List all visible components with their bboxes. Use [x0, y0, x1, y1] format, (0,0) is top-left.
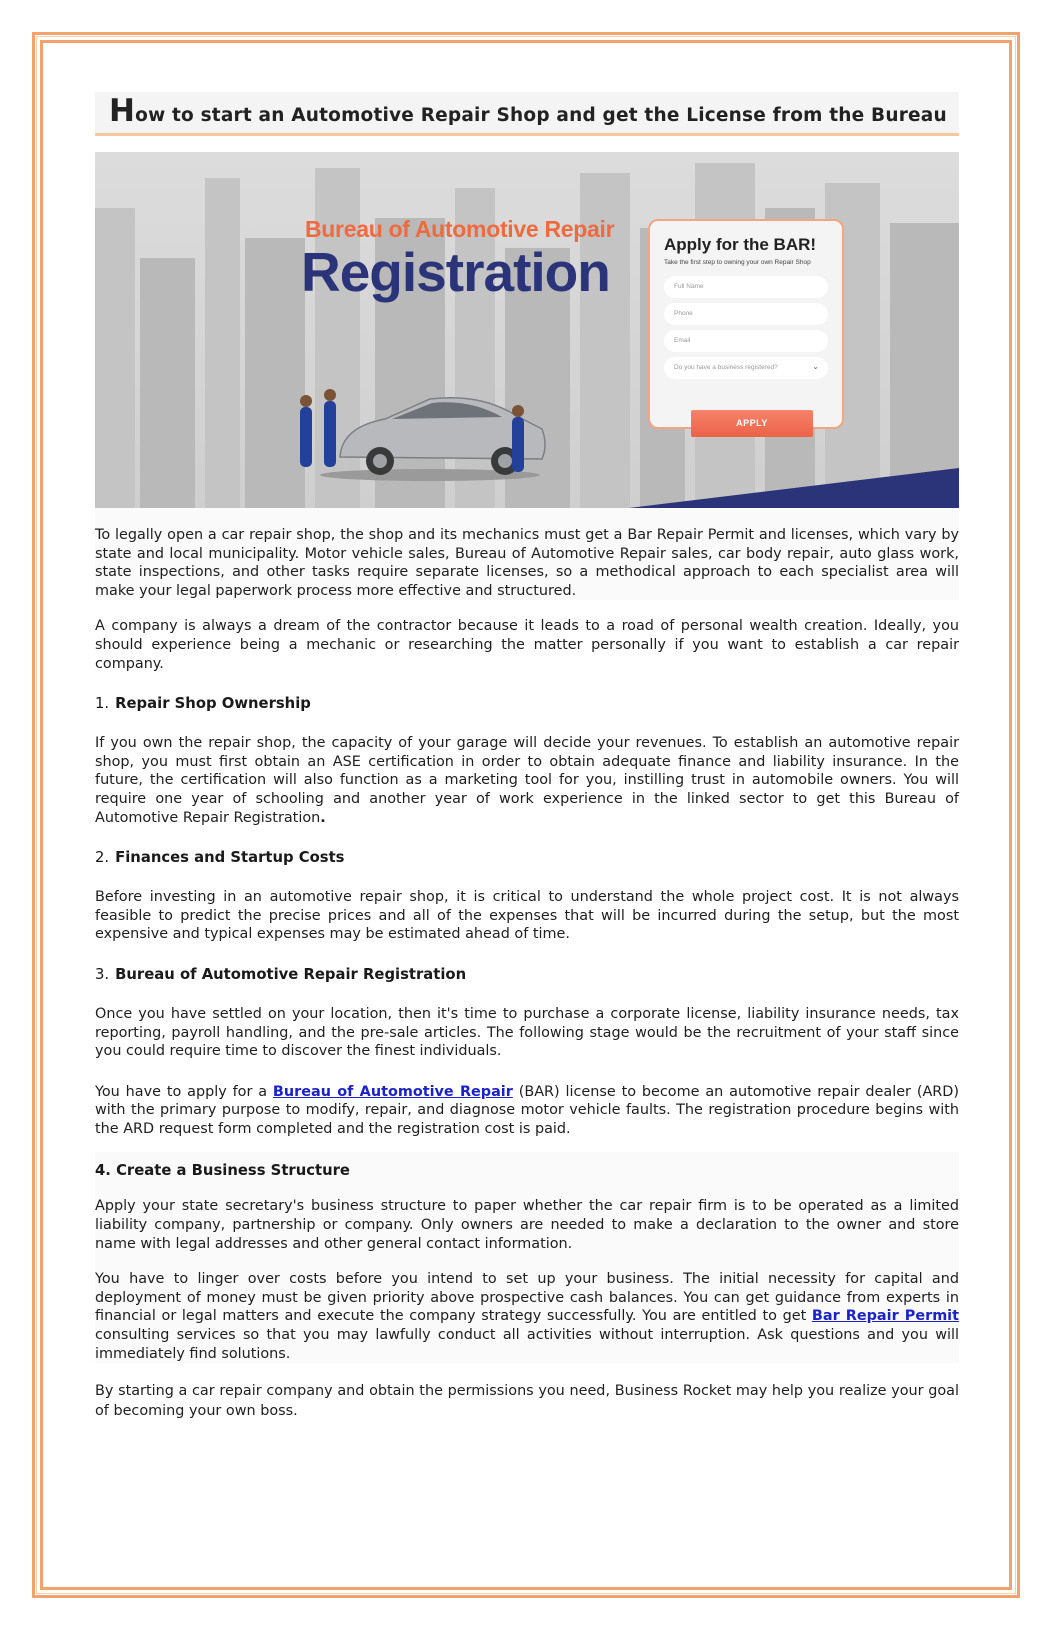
heading-finances-startup-costs: 2. Finances and Startup Costs: [95, 849, 345, 867]
section-4-paragraph-2: You have to linger over costs before you intend to set up your business. The initial necessity for capital and deployment of money must be given priority above prospective cash balances. You can get guidance from experts in financial or legal matters and execute the company strategy successfully. You are entitled to get Bar Repair Permit consulting services so that you may lawfully conduct all activities without interruption. Ask questions and you will immediately find solutions.: [95, 1271, 959, 1362]
select-placeholder: Do you have a business registered?: [674, 364, 778, 372]
bar-application-form: [648, 219, 844, 429]
section-3-paragraph-2: You have to apply for a Bureau of Automotive Repair (BAR) license to become an automotive repair dealer (ARD) with the primary purpose to modify, repair, and diagnose motor vehicle faults. The registration procedure begins with the ARD request form completed and the registration cost is paid.: [95, 1083, 959, 1137]
section-4-paragraph-1: Apply your state secretary's business structure to paper whether the car repair firm is to be operated as a limited liability company, partnership or company. Only owners are needed to make a declaration to the owner and store name with legal addresses and other general contact information.: [95, 1198, 959, 1252]
intro-paragraph-2: A company is always a dream of the contractor because it leads to a road of personal wealth creation. Ideally, you should experience being a mechanic or researching the matter personally if you want to establish a car repair company.: [95, 618, 959, 672]
form-subtitle: Take the first step to owning your own Repair Shop: [664, 259, 811, 266]
heading-repair-shop-ownership: 1. Repair Shop Ownership: [95, 695, 311, 713]
hero-banner-image: [95, 152, 959, 508]
hero-headline: Registration: [301, 241, 610, 303]
business-registered-select: [664, 357, 828, 379]
section-1-paragraph: If you own the repair shop, the capacity of your garage will decide your revenues. To establish an automotive repair shop, you must first obtain an ASE certification in order to obtain adequate finance and liability insurance. In the future, the certification will also function as a marketing tool for you, instilling trust in automobile owners. You will require one year of schooling and another year of work experience in the linked sector to get this Bureau of Automotive Repair Registration.: [95, 735, 959, 826]
car-with-mechanics-illustration: [280, 387, 550, 482]
closing-paragraph: By starting a car repair company and obtain the permissions you need, Business Rocket may help you realize your goal of becoming your own boss.: [95, 1383, 959, 1420]
heading-business-structure: 4. Create a Business Structure: [95, 1162, 350, 1180]
chevron-down-icon: ⌄: [812, 362, 819, 372]
title-drop-cap: H: [109, 93, 136, 129]
title-text: ow to start an Automotive Repair Shop and get the License from the Bureau: [135, 105, 947, 126]
section-2-paragraph: Before investing in an automotive repair shop, it is critical to understand the whole project cost. It is not always feasible to predict the precise prices and all of the expenses that will be incurred during the setup, but the most expensive and typical expenses may be estimated ahead of time.: [95, 889, 959, 943]
email-field: Email: [664, 330, 828, 352]
bar-repair-permit-link[interactable]: Bar Repair Permit: [811, 1308, 959, 1325]
phone-field: Phone: [664, 303, 828, 325]
apply-button: APPLY: [691, 410, 813, 437]
form-title: Apply for the BAR!: [664, 235, 817, 254]
hero-subtitle: Bureau of Automotive Repair: [305, 216, 615, 242]
intro-paragraph-1: To legally open a car repair shop, the shop and its mechanics must get a Bar Repair Permit and licenses, which vary by state and local municipality. Motor vehicle sales, Bureau of Automotive Repair sales, car body repair, auto glass work, state inspections, and other tasks require separate licenses, so a methodical approach to each specialist area will make your legal paperwork process more effective and structured.: [95, 527, 959, 599]
heading-bar-registration: 3. Bureau of Automotive Repair Registration: [95, 965, 467, 983]
bureau-of-automotive-repair-link[interactable]: Bureau of Automotive Repair: [272, 1083, 513, 1100]
article: [95, 92, 959, 1421]
full-name-field: Full Name: [664, 276, 828, 298]
page-title: [95, 92, 959, 136]
section-3-paragraph-1: Once you have settled on your location, then it's time to purchase a corporate license, liability insurance needs, tax reporting, payroll handling, and the pre-sale articles. The following stage would be the recruitment of your staff since you could require time to discover the finest individuals.: [95, 1005, 959, 1060]
